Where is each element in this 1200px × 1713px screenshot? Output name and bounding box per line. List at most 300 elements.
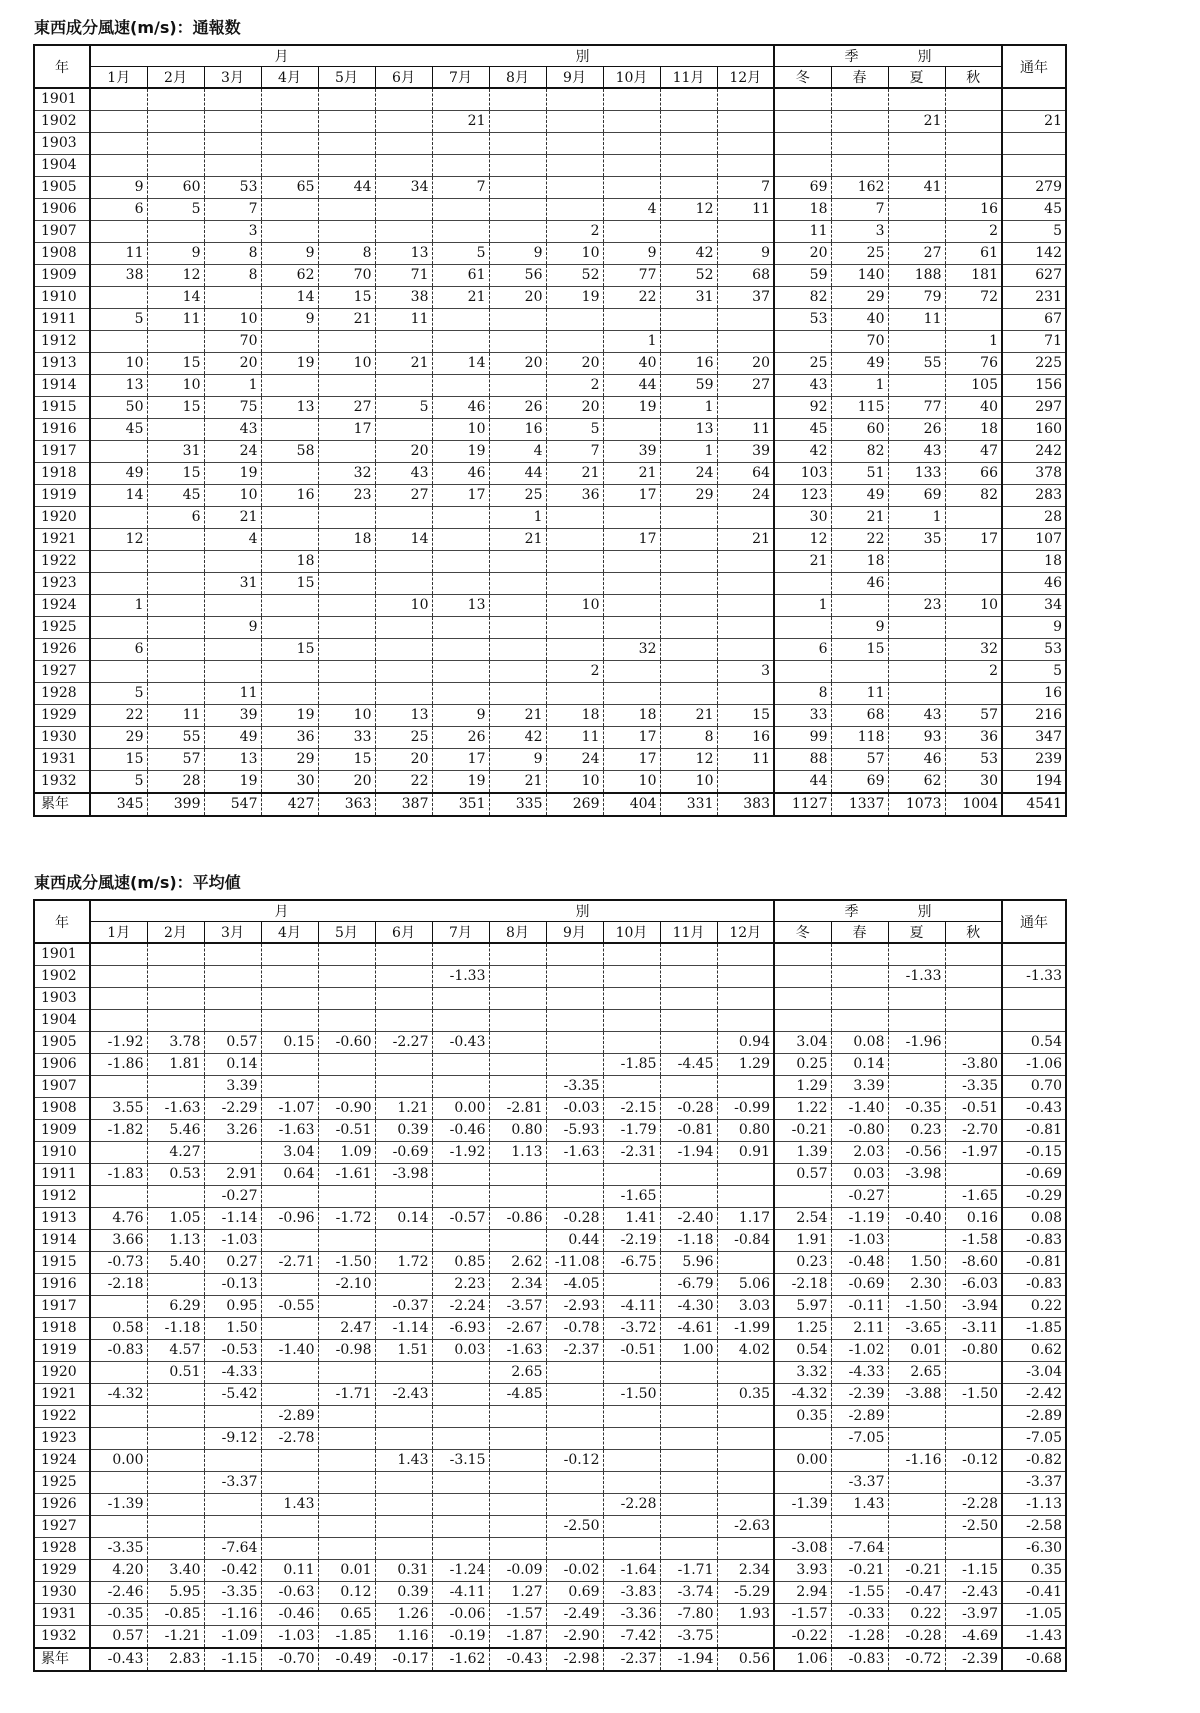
- value-cell: -3.65: [888, 1318, 945, 1340]
- month-header: 1月: [90, 922, 147, 944]
- value-cell: 19: [261, 353, 318, 375]
- table-row: [34, 133, 1066, 155]
- value-cell: [717, 133, 774, 155]
- value-cell: 45: [774, 419, 831, 441]
- value-cell: 29: [90, 727, 147, 749]
- value-cell: [717, 1186, 774, 1208]
- value-cell: -3.80: [945, 1054, 1002, 1076]
- table-row: [34, 1516, 1066, 1538]
- value-cell: -1.39: [774, 1494, 831, 1516]
- year-cell: 1925: [34, 617, 90, 639]
- value-cell: -1.82: [90, 1120, 147, 1142]
- value-cell: 65: [261, 177, 318, 199]
- value-cell: [603, 551, 660, 573]
- value-cell: 1.22: [774, 1098, 831, 1120]
- value-cell: [660, 988, 717, 1010]
- value-cell: [546, 1384, 603, 1406]
- table-row: [34, 419, 1066, 441]
- value-cell: -0.51: [318, 1120, 375, 1142]
- value-cell: [261, 155, 318, 177]
- value-cell: [432, 1010, 489, 1032]
- value-cell: [717, 331, 774, 353]
- value-cell: -0.02: [546, 1560, 603, 1582]
- value-cell: 13: [204, 749, 261, 771]
- value-cell: 12: [660, 199, 717, 221]
- value-cell: [261, 529, 318, 551]
- value-cell: -4.33: [204, 1362, 261, 1384]
- value-cell: 3.55: [90, 1098, 147, 1120]
- value-cell: [603, 1450, 660, 1472]
- value-cell: [318, 1538, 375, 1560]
- value-cell: -4.85: [489, 1384, 546, 1406]
- year-cell: 1915: [34, 397, 90, 419]
- value-cell: 17: [945, 529, 1002, 551]
- value-cell: 188: [888, 265, 945, 287]
- value-cell: [432, 683, 489, 705]
- value-cell: [318, 507, 375, 529]
- value-cell: 103: [774, 463, 831, 485]
- value-cell: [432, 221, 489, 243]
- value-cell: 0.14: [375, 1208, 432, 1230]
- value-cell: 38: [90, 265, 147, 287]
- value-cell: -0.49: [318, 1648, 375, 1671]
- value-cell: -2.89: [261, 1406, 318, 1428]
- value-cell: [945, 177, 1002, 199]
- value-cell: 1.16: [375, 1626, 432, 1649]
- table-row: [34, 1164, 1066, 1186]
- value-cell: 10: [603, 771, 660, 794]
- value-cell: 26: [888, 419, 945, 441]
- value-cell: [489, 1054, 546, 1076]
- value-cell: [660, 1010, 717, 1032]
- value-cell: 2.03: [831, 1142, 888, 1164]
- value-cell: 22: [831, 529, 888, 551]
- year-cell: 1911: [34, 309, 90, 331]
- value-cell: [432, 1054, 489, 1076]
- value-cell: 0.22: [888, 1604, 945, 1626]
- value-cell: -7.80: [660, 1604, 717, 1626]
- month-header: 2月: [147, 922, 204, 944]
- value-cell: [717, 551, 774, 573]
- value-cell: -4.11: [432, 1582, 489, 1604]
- value-cell: -0.80: [831, 1120, 888, 1142]
- value-cell: -2.70: [945, 1120, 1002, 1142]
- value-cell: [831, 595, 888, 617]
- value-cell: [774, 661, 831, 683]
- value-cell: [147, 1010, 204, 1032]
- value-cell: 49: [90, 463, 147, 485]
- value-cell: [318, 1076, 375, 1098]
- season-group-header: [774, 45, 1002, 67]
- value-cell: [888, 221, 945, 243]
- value-cell: [945, 943, 1002, 966]
- value-cell: 12: [660, 749, 717, 771]
- value-cell: [147, 966, 204, 988]
- table-row: [34, 1076, 1066, 1098]
- value-cell: [261, 1010, 318, 1032]
- value-cell: -1.85: [1002, 1318, 1066, 1340]
- value-cell: 21: [888, 111, 945, 133]
- value-cell: 15: [261, 639, 318, 661]
- value-cell: [546, 683, 603, 705]
- value-cell: [945, 1428, 1002, 1450]
- value-cell: -2.58: [1002, 1516, 1066, 1538]
- value-cell: 4.76: [90, 1208, 147, 1230]
- value-cell: [660, 617, 717, 639]
- value-cell: [546, 133, 603, 155]
- value-cell: 1.05: [147, 1208, 204, 1230]
- value-cell: 1.13: [489, 1142, 546, 1164]
- value-cell: 67: [1002, 309, 1066, 331]
- value-cell: [432, 375, 489, 397]
- value-cell: [318, 966, 375, 988]
- value-cell: 21: [432, 111, 489, 133]
- value-cell: -1.92: [90, 1032, 147, 1054]
- value-cell: 10: [204, 485, 261, 507]
- value-cell: 5: [147, 199, 204, 221]
- value-cell: 68: [717, 265, 774, 287]
- value-cell: 22: [603, 287, 660, 309]
- year-cell: 1928: [34, 683, 90, 705]
- value-cell: 46: [432, 463, 489, 485]
- value-cell: 18: [261, 551, 318, 573]
- value-cell: [318, 617, 375, 639]
- value-cell: -4.32: [90, 1384, 147, 1406]
- value-cell: 25: [774, 353, 831, 375]
- table-row: [34, 397, 1066, 419]
- value-cell: 79: [888, 287, 945, 309]
- value-cell: 15: [147, 353, 204, 375]
- value-cell: [603, 1010, 660, 1032]
- table-row: [34, 1604, 1066, 1626]
- value-cell: [717, 1428, 774, 1450]
- year-cell: 1932: [34, 1626, 90, 1649]
- value-cell: 9: [147, 243, 204, 265]
- value-cell: [489, 1538, 546, 1560]
- value-cell: [660, 595, 717, 617]
- value-cell: 27: [318, 397, 375, 419]
- table-row: [34, 749, 1066, 771]
- value-cell: 0.56: [717, 1648, 774, 1671]
- value-cell: 15: [90, 749, 147, 771]
- value-cell: [603, 507, 660, 529]
- value-cell: [888, 1516, 945, 1538]
- value-cell: 1.51: [375, 1340, 432, 1362]
- value-cell: 18: [945, 419, 1002, 441]
- value-cell: [147, 331, 204, 353]
- value-cell: -2.18: [90, 1274, 147, 1296]
- value-cell: 20: [204, 353, 261, 375]
- year-cell: 1912: [34, 331, 90, 353]
- value-cell: [603, 943, 660, 966]
- value-cell: 28: [1002, 507, 1066, 529]
- value-cell: 69: [888, 485, 945, 507]
- value-cell: 8: [660, 727, 717, 749]
- value-cell: [147, 1516, 204, 1538]
- value-cell: -6.79: [660, 1274, 717, 1296]
- value-cell: 46: [831, 573, 888, 595]
- value-cell: [1002, 88, 1066, 111]
- value-cell: -1.55: [831, 1582, 888, 1604]
- value-cell: -3.88: [888, 1384, 945, 1406]
- value-cell: [774, 1010, 831, 1032]
- value-cell: 1: [660, 397, 717, 419]
- value-cell: 0.31: [375, 1560, 432, 1582]
- value-cell: [432, 1538, 489, 1560]
- value-cell: [888, 551, 945, 573]
- value-cell: 399: [147, 793, 204, 816]
- table-row: [34, 1208, 1066, 1230]
- year-cell: 1918: [34, 463, 90, 485]
- value-cell: [546, 617, 603, 639]
- value-cell: 39: [204, 705, 261, 727]
- value-cell: -3.37: [831, 1472, 888, 1494]
- value-cell: -1.92: [432, 1142, 489, 1164]
- table-row: [34, 155, 1066, 177]
- table-row: [34, 661, 1066, 683]
- value-cell: 3.26: [204, 1120, 261, 1142]
- value-cell: [90, 988, 147, 1010]
- value-cell: [717, 309, 774, 331]
- value-cell: 49: [831, 485, 888, 507]
- value-cell: [261, 1538, 318, 1560]
- value-cell: 44: [318, 177, 375, 199]
- value-cell: 49: [831, 353, 888, 375]
- value-cell: [375, 88, 432, 111]
- value-cell: [774, 1516, 831, 1538]
- value-cell: [318, 1450, 375, 1472]
- value-cell: [432, 551, 489, 573]
- table-row: [34, 727, 1066, 749]
- group-label: 季: [844, 49, 859, 65]
- value-cell: -1.57: [489, 1604, 546, 1626]
- value-cell: 1: [204, 375, 261, 397]
- value-cell: [489, 683, 546, 705]
- value-cell: -9.12: [204, 1428, 261, 1450]
- value-cell: [261, 661, 318, 683]
- value-cell: -1.18: [660, 1230, 717, 1252]
- value-cell: 69: [774, 177, 831, 199]
- value-cell: -0.12: [945, 1450, 1002, 1472]
- value-cell: [603, 221, 660, 243]
- value-cell: [147, 943, 204, 966]
- value-cell: [717, 88, 774, 111]
- value-cell: [1002, 155, 1066, 177]
- value-cell: [261, 507, 318, 529]
- value-cell: [90, 1186, 147, 1208]
- value-cell: -1.39: [90, 1494, 147, 1516]
- season-header: 春: [831, 922, 888, 944]
- value-cell: 1.39: [774, 1142, 831, 1164]
- value-cell: 77: [888, 397, 945, 419]
- value-cell: 0.64: [261, 1164, 318, 1186]
- value-cell: [261, 1450, 318, 1472]
- value-cell: -2.39: [945, 1648, 1002, 1671]
- value-cell: 13: [261, 397, 318, 419]
- value-cell: 44: [489, 463, 546, 485]
- value-cell: -2.90: [546, 1626, 603, 1649]
- value-cell: -5.29: [717, 1582, 774, 1604]
- value-cell: -0.55: [261, 1296, 318, 1318]
- value-cell: [261, 419, 318, 441]
- value-cell: [90, 441, 147, 463]
- value-cell: [888, 1186, 945, 1208]
- value-cell: [603, 966, 660, 988]
- month-header: 12月: [717, 922, 774, 944]
- value-cell: 11: [375, 309, 432, 331]
- value-cell: [546, 331, 603, 353]
- value-cell: -1.40: [261, 1340, 318, 1362]
- table-row: [34, 485, 1066, 507]
- value-cell: [489, 943, 546, 966]
- value-cell: 26: [432, 727, 489, 749]
- value-cell: 53: [774, 309, 831, 331]
- value-cell: 43: [888, 705, 945, 727]
- value-cell: 1.29: [774, 1076, 831, 1098]
- value-cell: [660, 507, 717, 529]
- value-cell: 5.95: [147, 1582, 204, 1604]
- value-cell: [603, 661, 660, 683]
- value-cell: [945, 309, 1002, 331]
- value-cell: 16: [261, 485, 318, 507]
- value-cell: 5: [432, 243, 489, 265]
- table-row: [34, 617, 1066, 639]
- value-cell: [90, 943, 147, 966]
- value-cell: 75: [204, 397, 261, 419]
- value-cell: [603, 309, 660, 331]
- value-cell: [717, 1494, 774, 1516]
- table-row: [34, 551, 1066, 573]
- value-cell: 1: [831, 375, 888, 397]
- year-cell: 1927: [34, 1516, 90, 1538]
- value-cell: 21: [318, 309, 375, 331]
- value-cell: [204, 133, 261, 155]
- value-cell: 44: [774, 771, 831, 794]
- value-cell: 12: [147, 265, 204, 287]
- value-cell: 1.17: [717, 1208, 774, 1230]
- value-cell: 8: [204, 265, 261, 287]
- value-cell: [318, 988, 375, 1010]
- value-cell: [603, 683, 660, 705]
- value-cell: 21: [546, 463, 603, 485]
- value-cell: -11.08: [546, 1252, 603, 1274]
- value-cell: [147, 661, 204, 683]
- value-cell: 1: [660, 441, 717, 463]
- year-cell: 1924: [34, 595, 90, 617]
- value-cell: 0.91: [717, 1142, 774, 1164]
- value-cell: [888, 1472, 945, 1494]
- value-cell: [774, 966, 831, 988]
- value-cell: [888, 617, 945, 639]
- value-cell: 1.91: [774, 1230, 831, 1252]
- table-row: [34, 1450, 1066, 1472]
- season-group-header: [774, 900, 1002, 922]
- value-cell: [147, 1538, 204, 1560]
- value-cell: 11: [774, 221, 831, 243]
- value-cell: [90, 155, 147, 177]
- value-cell: [375, 1494, 432, 1516]
- value-cell: -0.21: [831, 1560, 888, 1582]
- table-row: [34, 1296, 1066, 1318]
- value-cell: 0.69: [546, 1582, 603, 1604]
- year-cell: 1904: [34, 1010, 90, 1032]
- table-row: [34, 375, 1066, 397]
- value-cell: -0.86: [489, 1208, 546, 1230]
- value-cell: 19: [261, 705, 318, 727]
- value-cell: -0.83: [90, 1340, 147, 1362]
- value-cell: [489, 199, 546, 221]
- year-cell: 1904: [34, 155, 90, 177]
- value-cell: [375, 1186, 432, 1208]
- value-cell: 2: [945, 661, 1002, 683]
- value-cell: -2.37: [603, 1648, 660, 1671]
- value-cell: [90, 133, 147, 155]
- value-cell: -2.43: [945, 1582, 1002, 1604]
- value-cell: [489, 1010, 546, 1032]
- value-cell: -6.03: [945, 1274, 1002, 1296]
- year-cell: 1916: [34, 1274, 90, 1296]
- total-row: [34, 793, 1066, 816]
- value-cell: 7: [204, 199, 261, 221]
- year-cell: 1914: [34, 1230, 90, 1252]
- value-cell: 383: [717, 793, 774, 816]
- value-cell: -5.93: [546, 1120, 603, 1142]
- value-cell: [774, 133, 831, 155]
- value-cell: [489, 988, 546, 1010]
- value-cell: -7.64: [204, 1538, 261, 1560]
- month-header: 12月: [717, 67, 774, 89]
- value-cell: [318, 1230, 375, 1252]
- value-cell: [375, 1428, 432, 1450]
- value-cell: [90, 1010, 147, 1032]
- value-cell: [774, 943, 831, 966]
- value-cell: 345: [90, 793, 147, 816]
- value-cell: -1.99: [717, 1318, 774, 1340]
- value-cell: [147, 155, 204, 177]
- value-cell: -0.11: [831, 1296, 888, 1318]
- value-cell: 20: [489, 287, 546, 309]
- value-cell: [489, 1472, 546, 1494]
- value-cell: [945, 1472, 1002, 1494]
- value-cell: 53: [1002, 639, 1066, 661]
- value-cell: 547: [204, 793, 261, 816]
- value-cell: 5: [1002, 661, 1066, 683]
- value-cell: -3.57: [489, 1296, 546, 1318]
- value-cell: 57: [831, 749, 888, 771]
- value-cell: 24: [717, 485, 774, 507]
- month-header: 5月: [318, 922, 375, 944]
- value-cell: 10: [660, 771, 717, 794]
- group-label: 別: [917, 904, 932, 920]
- value-cell: 0.01: [888, 1340, 945, 1362]
- value-cell: -0.47: [888, 1582, 945, 1604]
- value-cell: 2: [945, 221, 1002, 243]
- value-cell: [432, 155, 489, 177]
- value-cell: -1.03: [204, 1230, 261, 1252]
- value-cell: [489, 111, 546, 133]
- value-cell: [261, 375, 318, 397]
- value-cell: [147, 639, 204, 661]
- value-cell: 15: [147, 463, 204, 485]
- value-cell: [204, 551, 261, 573]
- value-cell: 14: [261, 287, 318, 309]
- value-cell: -6.30: [1002, 1538, 1066, 1560]
- value-cell: [717, 639, 774, 661]
- value-cell: [489, 551, 546, 573]
- value-cell: [204, 661, 261, 683]
- value-cell: 21: [774, 551, 831, 573]
- value-cell: -0.12: [546, 1450, 603, 1472]
